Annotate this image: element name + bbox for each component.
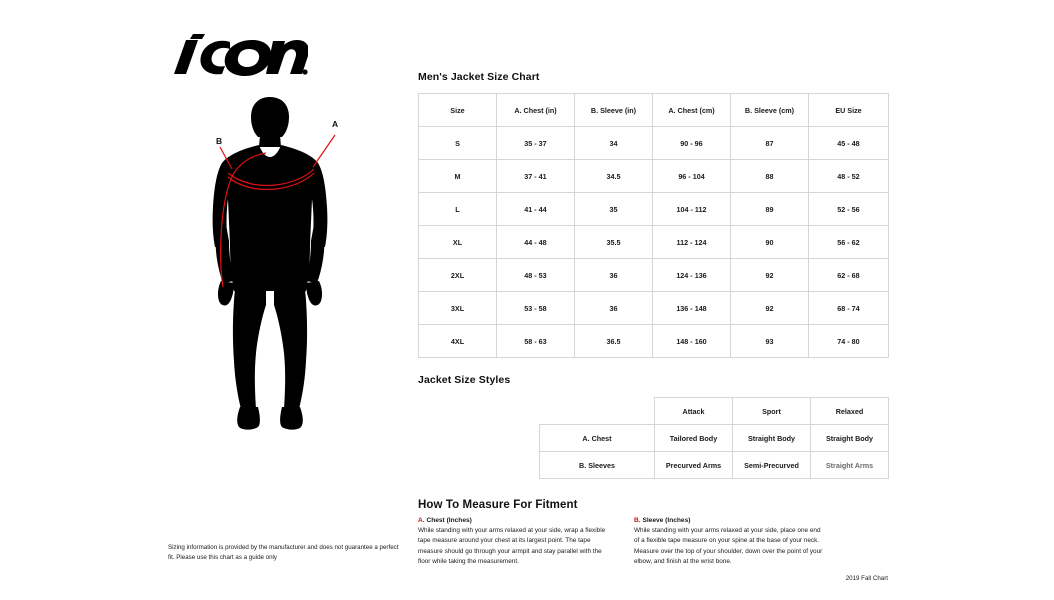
column-header: A. Chest (cm) <box>653 94 731 127</box>
row-header-chest: A. Chest <box>540 425 655 452</box>
cell-sleeve-cm: 89 <box>731 193 809 226</box>
column-header-sport: Sport <box>733 398 811 425</box>
measure-heading-text: Sleeve (Inches) <box>642 517 691 524</box>
cell-sleeve-in: 36.5 <box>575 325 653 358</box>
table-row <box>419 193 889 226</box>
cell-size: L <box>419 193 497 226</box>
cell-size: XL <box>419 226 497 259</box>
measure-letter-b: B. <box>634 517 641 524</box>
cell-attack-chest: Tailored Body <box>655 425 733 452</box>
cell-eu-size: 52 - 56 <box>809 193 889 226</box>
cell-chest-in: 58 - 63 <box>497 325 575 358</box>
cell-chest-in: 48 - 53 <box>497 259 575 292</box>
cell-size: S <box>419 127 497 160</box>
measure-item-chest <box>418 517 608 568</box>
cell-chest-cm: 136 - 148 <box>653 292 731 325</box>
column-header: B. Sleeve (in) <box>575 94 653 127</box>
cell-sleeve-cm: 88 <box>731 160 809 193</box>
body-measurement-figure <box>180 95 360 435</box>
cell-chest-cm: 90 - 96 <box>653 127 731 160</box>
cell-sleeve-in: 36 <box>575 259 653 292</box>
cell-sleeve-cm: 90 <box>731 226 809 259</box>
table-row <box>419 259 889 292</box>
table-row <box>419 325 889 358</box>
cell-eu-size: 48 - 52 <box>809 160 889 193</box>
cell-chest-cm: 104 - 112 <box>653 193 731 226</box>
column-header: EU Size <box>809 94 889 127</box>
cell-sport-sleeves: Semi-Precurved <box>733 452 811 479</box>
disclaimer-text: Sizing information is provided by the manufacturer and does not guarantee a perfect fit. Please use this chart as a guide only <box>168 544 399 561</box>
cell-size: 2XL <box>419 259 497 292</box>
measure-item-sleeve <box>634 517 824 568</box>
table-header-row <box>540 398 889 425</box>
column-header-attack: Attack <box>655 398 733 425</box>
measure-body-sleeve: While standing with your arms relaxed at your side, place one end of a flexible tape measure on your spine at the base of your neck. Measure over the top of your shoulder, down over the point of your elbow, and finish at the wrist bone. <box>634 527 823 566</box>
cell-sleeve-in: 34.5 <box>575 160 653 193</box>
measure-letter-a: A. <box>418 517 425 524</box>
cell-sleeve-in: 35 <box>575 193 653 226</box>
left-illustration-panel <box>0 0 410 600</box>
callout-label-b: B <box>216 136 223 146</box>
measure-heading-text: Chest (Inches) <box>426 517 472 524</box>
cell-attack-sleeves: Precurved Arms <box>655 452 733 479</box>
table-row <box>419 292 889 325</box>
table-row <box>419 226 889 259</box>
cell-chest-in: 41 - 44 <box>497 193 575 226</box>
cell-chest-in: 37 - 41 <box>497 160 575 193</box>
cell-sleeve-in: 35.5 <box>575 226 653 259</box>
row-header-sleeves: B. Sleeves <box>540 452 655 479</box>
column-header: Size <box>419 94 497 127</box>
cell-chest-in: 53 - 58 <box>497 292 575 325</box>
cell-sleeve-in: 36 <box>575 292 653 325</box>
cell-eu-size: 68 - 74 <box>809 292 889 325</box>
cell-sleeve-cm: 92 <box>731 292 809 325</box>
table-header-row <box>419 94 889 127</box>
corner-cell <box>540 398 655 425</box>
cell-sleeve-cm: 87 <box>731 127 809 160</box>
measure-body-chest: While standing with your arms relaxed at your side, wrap a flexible tape measure around your chest at its largest point. The tape measure should go through your armpit and stay parallel with the floor while taking the measurement. <box>418 527 606 566</box>
cell-eu-size: 62 - 68 <box>809 259 889 292</box>
cell-chest-in: 44 - 48 <box>497 226 575 259</box>
icon-wordmark-logo <box>168 30 308 76</box>
cell-size: 4XL <box>419 325 497 358</box>
right-content-panel <box>418 0 1054 600</box>
cell-eu-size: 45 - 48 <box>809 127 889 160</box>
table-row <box>419 160 889 193</box>
how-to-measure-title: How To Measure For Fitment <box>418 499 578 511</box>
cell-eu-size: 56 - 62 <box>809 226 889 259</box>
cell-eu-size: 74 - 80 <box>809 325 889 358</box>
table-row <box>540 425 889 452</box>
cell-chest-cm: 148 - 160 <box>653 325 731 358</box>
table-row <box>540 452 889 479</box>
table-row <box>419 127 889 160</box>
callout-label-a: A <box>332 119 339 129</box>
measure-heading-chest <box>418 517 608 524</box>
size-chart-table <box>418 93 889 358</box>
cell-chest-cm: 96 - 104 <box>653 160 731 193</box>
how-to-measure-columns <box>418 517 888 568</box>
column-header: A. Chest (in) <box>497 94 575 127</box>
cell-relaxed-sleeves: Straight Arms <box>811 452 889 479</box>
jacket-styles-table <box>539 397 889 479</box>
cell-sleeve-in: 34 <box>575 127 653 160</box>
column-header-relaxed: Relaxed <box>811 398 889 425</box>
cell-chest-cm: 112 - 124 <box>653 226 731 259</box>
cell-relaxed-chest: Straight Body <box>811 425 889 452</box>
cell-chest-in: 35 - 37 <box>497 127 575 160</box>
cell-sleeve-cm: 93 <box>731 325 809 358</box>
cell-size: 3XL <box>419 292 497 325</box>
cell-size: M <box>419 160 497 193</box>
column-header: B. Sleeve (cm) <box>731 94 809 127</box>
size-chart-title: Men's Jacket Size Chart <box>418 71 540 83</box>
footer-chart-version: 2019 Fall Chart <box>845 575 888 582</box>
cell-sleeve-cm: 92 <box>731 259 809 292</box>
measure-heading-sleeve <box>634 517 824 524</box>
cell-sport-chest: Straight Body <box>733 425 811 452</box>
styles-chart-title: Jacket Size Styles <box>418 374 511 386</box>
cell-chest-cm: 124 - 136 <box>653 259 731 292</box>
